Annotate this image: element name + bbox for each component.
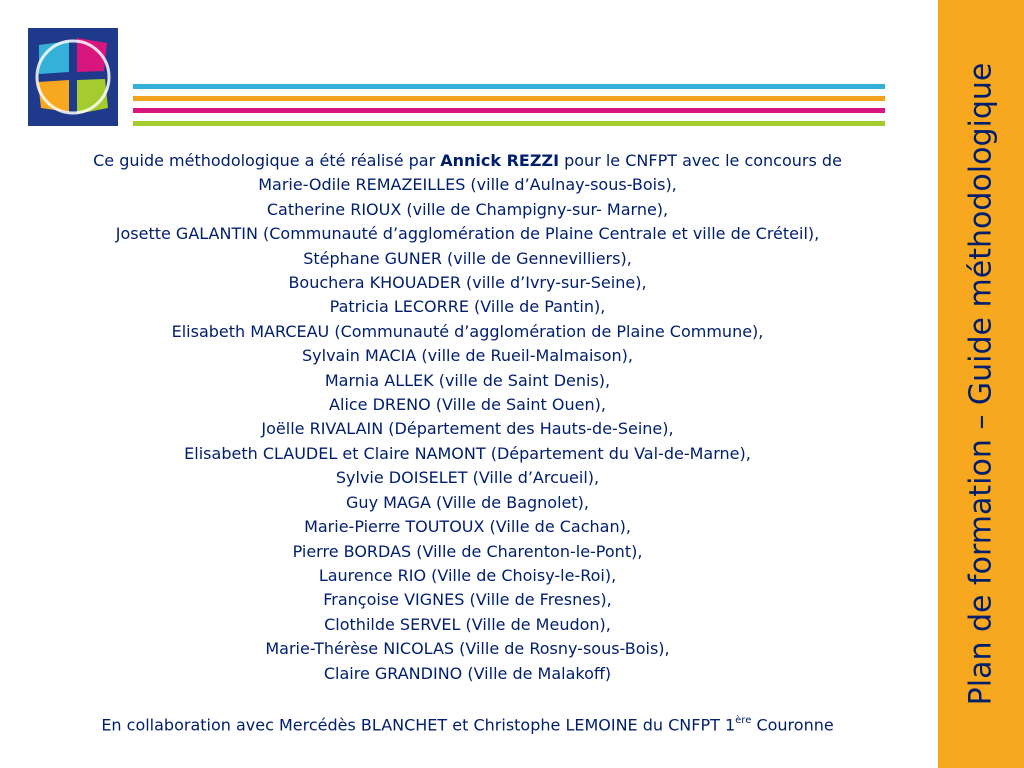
contributor-line: Marie-Pierre TOUTOUX (Ville de Cachan), bbox=[304, 517, 631, 537]
contributor-line: Elisabeth CLAUDEL et Claire NAMONT (Département du Val-de-Marne), bbox=[184, 443, 751, 463]
contributor-line: Guy MAGA (Ville de Bagnolet), bbox=[346, 492, 589, 512]
stripe-cyan bbox=[133, 84, 885, 89]
contributor-line: Joëlle RIVALAIN (Département des Hauts-de-Seine), bbox=[261, 419, 674, 439]
cnfpt-logo-icon bbox=[28, 28, 118, 126]
intro-suffix: pour le CNFPT avec le concours de bbox=[559, 151, 842, 170]
contributor-line: Françoise VIGNES (Ville de Fresnes), bbox=[323, 590, 612, 610]
contributor-line: Laurence RIO (Ville de Choisy-le-Roi), bbox=[318, 565, 617, 585]
stripe-orange bbox=[133, 96, 885, 101]
decorative-stripes bbox=[133, 84, 885, 133]
collab-suffix: Couronne bbox=[751, 715, 834, 735]
contributor-line: Elisabeth MARCEAU (Communauté d’agglomération de Plaine Commune), bbox=[171, 321, 764, 341]
contributor-line: Patricia LECORRE (Ville de Pantin), bbox=[329, 297, 606, 317]
collab-superscript: ère bbox=[735, 715, 752, 726]
contributor-line: Catherine RIOUX (ville de Champigny-sur- Marne), bbox=[266, 199, 669, 219]
stripe-green bbox=[133, 121, 885, 126]
credits-text bbox=[20, 149, 915, 686]
contributor-line: Marnia ALLEK (ville de Saint Denis), bbox=[324, 370, 611, 390]
contributor-line: Sylvie DOISELET (Ville d’Arcueil), bbox=[335, 468, 600, 488]
contributor-line: Marie-Odile REMAZEILLES (ville d’Aulnay-sous-Bois), bbox=[258, 175, 677, 195]
collaboration-line bbox=[20, 710, 915, 737]
contributor-line: Claire GRANDINO (Ville de Malakoff) bbox=[323, 663, 612, 683]
intro-prefix: Ce guide méthodologique a été réalisé par bbox=[93, 151, 441, 170]
credits-intro bbox=[20, 149, 915, 173]
sidebar-banner bbox=[938, 0, 1024, 768]
contributor-line: Marie-Thérèse NICOLAS (Ville de Rosny-sous-Bois), bbox=[265, 639, 670, 659]
contributor-line: Bouchera KHOUADER (ville d’Ivry-sur-Seine), bbox=[288, 273, 647, 293]
collab-prefix: En collaboration avec Mercédès BLANCHET et Christophe LEMOINE du CNFPT 1 bbox=[101, 715, 736, 735]
contributor-line: Sylvain MACIA (ville de Rueil-Malmaison), bbox=[302, 346, 633, 366]
contributor-line: Stéphane GUNER (ville de Gennevilliers), bbox=[303, 248, 632, 268]
author-name: Annick REZZI bbox=[440, 151, 560, 170]
contributor-line: Josette GALANTIN (Communauté d’agglomération de Plaine Centrale et ville de Créteil), bbox=[115, 224, 820, 244]
contributor-line: Alice DRENO (Ville de Saint Ouen), bbox=[329, 395, 606, 415]
contributor-line: Clothilde SERVEL (Ville de Meudon), bbox=[324, 614, 611, 634]
contributor-line: Pierre BORDAS (Ville de Charenton-le-Pont), bbox=[292, 541, 643, 561]
stripe-magenta bbox=[133, 108, 885, 113]
sidebar-title: Plan de formation – Guide méthodologique bbox=[963, 62, 999, 706]
